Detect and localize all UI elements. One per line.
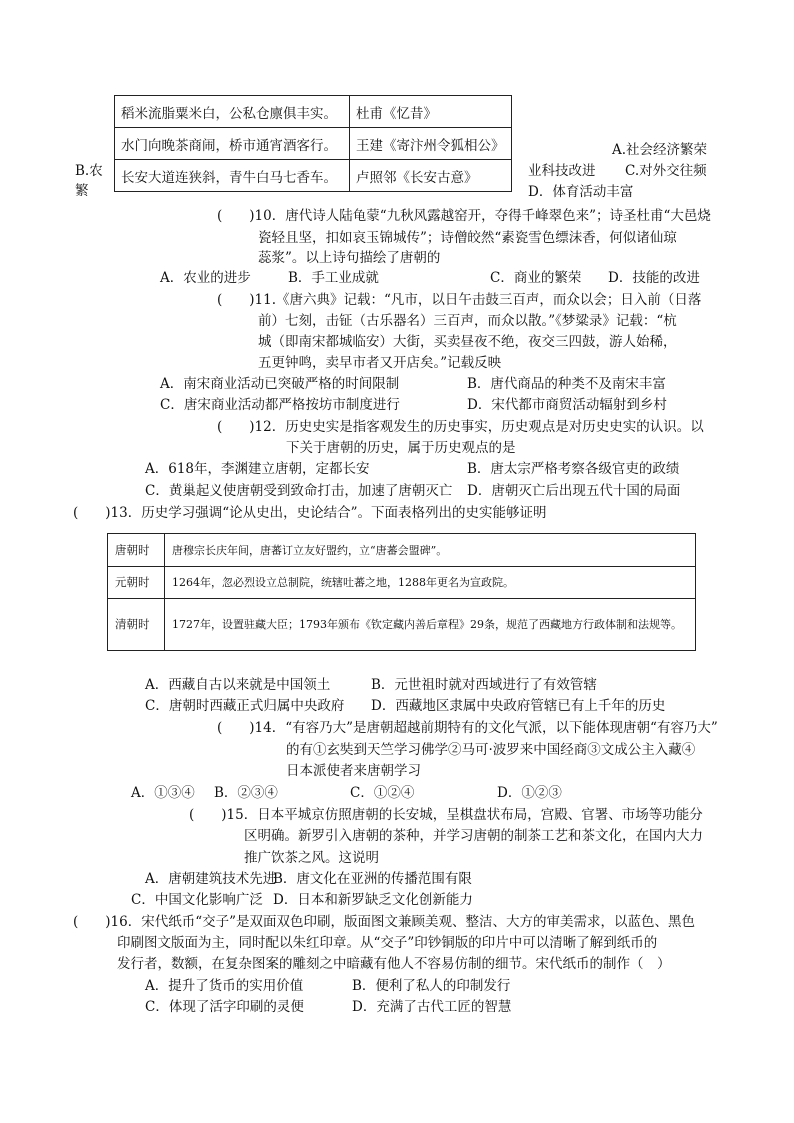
- era-cell: 唐朝时: [108, 534, 165, 567]
- q11-option-a: A．南宋商业活动已突破严格的时间限制: [160, 376, 400, 392]
- era-cell: 清朝时: [108, 599, 165, 651]
- poem-line: 稻米流脂粟米白，公私仓廪俱丰实。: [115, 96, 350, 128]
- q15-stem-line1: ( )15．日本平城京仿照唐朝的长安城，呈棋盘状布局，宫殿、官署、市场等功能分: [189, 807, 703, 823]
- q12-option-c: C．黄巢起义使唐朝受到致命打击，加速了唐朝灭亡: [145, 483, 453, 499]
- fact-cell: 1264年，忽必烈设立总制院，统辖吐蕃之地，1288年更名为宣政院。: [165, 567, 696, 599]
- poem-table: [114, 95, 512, 192]
- q9-option-b-part3: 业科技改进: [528, 163, 596, 179]
- table-row: [115, 96, 512, 128]
- q14-stem-line1: ( )14．“有容乃大”是唐朝超越前期特有的文化气派，以下能体现唐朝“有容乃大”: [217, 720, 718, 736]
- q10-option-b: B．手工业成就: [288, 270, 379, 286]
- q14-option-d: D．①②③: [497, 785, 562, 801]
- q16-option-c: C．体现了活字印刷的灵便: [145, 999, 304, 1015]
- q11-stem-line1: ( )11.《唐六典》记载：“凡市，以日午击鼓三百声，而众以会；日入前（日落: [217, 292, 702, 308]
- q14-stem-line3: 日本派使者来唐朝学习: [286, 763, 421, 779]
- q10-option-a: A．农业的进步: [160, 270, 251, 286]
- q11-stem-line3: 城（即南宋都城临安）大街，买卖昼夜不绝，夜交三四鼓，游人始稀，: [258, 334, 677, 350]
- poem-line: 水门向晚茶商闹，桥市通宵酒客行。: [115, 128, 350, 160]
- q11-option-b: B．唐代商品的种类不及南宋丰富: [467, 376, 666, 392]
- q9-option-c: C.对外交往频: [625, 163, 707, 179]
- q9-option-d: D．体育活动丰富: [528, 184, 634, 200]
- q14-option-b: B．②③④: [214, 785, 278, 801]
- q12-option-a: A．618年，李渊建立唐朝，定都长安: [145, 461, 370, 477]
- table-row: [108, 599, 696, 651]
- poem-source: 卢照邻《长安古意》: [350, 160, 512, 192]
- q15-option-d: D．日本和新罗缺乏文化创新能力: [273, 892, 473, 908]
- q13-option-c: C．唐朝时西藏正式归属中央政府: [145, 698, 345, 714]
- era-cell: 元朝时: [108, 567, 165, 599]
- q14-option-a: A．①③④: [131, 785, 195, 801]
- q16-stem-line1: ( )16．宋代纸币“交子”是双面双色印刷，版面图文兼顾美观、整洁、大方的审美需求，以蓝色、黑色: [73, 914, 696, 930]
- q12-option-b: B．唐太宗严格考察各级官吏的政绩: [467, 461, 680, 477]
- poem-line: 长安大道连狭斜，青牛白马七香车。: [115, 160, 350, 192]
- q15-option-a: A．唐朝建筑技术先进: [145, 871, 277, 887]
- poem-source: 杜甫《忆昔》: [350, 96, 512, 128]
- q9-option-a: A.社会经济繁荣: [612, 142, 708, 158]
- poem-source: 王建《寄汴州令狐相公》: [350, 128, 512, 160]
- table-row: [115, 128, 512, 160]
- q13-table: [107, 533, 696, 651]
- q13-option-d: D．西藏地区隶属中央政府管辖已有上千年的历史: [371, 698, 666, 714]
- fact-cell: 1727年，设置驻藏大臣；1793年颁布《钦定藏内善后章程》29条，规范了西藏地方行政体制和法规等。: [165, 599, 696, 651]
- q16-stem-line2: 印刷图文版面为主，同时配以朱红印章。从“交子”印钞铜版的印片中可以清晰了解到纸币的: [117, 935, 658, 951]
- q10-stem-line2: 瓷轻且坚，扣如哀玉锦城传”；诗僧皎然“素瓷雪色缥沫香，何似诸仙琼: [258, 230, 677, 246]
- q15-stem-line2: 区明确。新罗引入唐朝的茶种，并学习唐朝的制茶工艺和茶文化，在国内大力: [244, 828, 703, 844]
- q10-option-c: C．商业的繁荣: [490, 270, 582, 286]
- q16-option-a: A．提升了货币的实用价值: [145, 978, 304, 994]
- q15-stem-line3: 推广饮茶之风。这说明: [244, 850, 379, 866]
- q11-stem-line2: 前）七刻，击钲（古乐器名）三百声，而众以散。”《梦粱录》记载：“杭: [258, 313, 677, 329]
- q12-stem-line1: ( )12．历史史实是指客观发生的历史事实，历史观点是对历史史实的认识。以: [217, 419, 704, 435]
- q12-stem-line2: 下关于唐朝的历史，属于历史观点的是: [286, 440, 516, 456]
- q9-option-b-part2: 繁: [75, 183, 89, 199]
- q11-stem-line4: 五更钟鸣，卖早市者又开店矣。”记载反映: [258, 355, 502, 371]
- q15-option-c: C．中国文化影响广泛: [131, 892, 263, 908]
- q16-option-d: D．充满了古代工匠的智慧: [352, 999, 512, 1015]
- table-row: [115, 160, 512, 192]
- q15-option-b: B．唐文化在亚洲的传播范围有限: [273, 871, 472, 887]
- q9-option-b-part1: B.农: [75, 163, 103, 179]
- q13-stem: ( )13．历史学习强调“论从史出，史论结合”。下面表格列出的史实能够证明: [73, 505, 547, 521]
- q14-stem-line2: 的有①玄奘到天竺学习佛学②马可·波罗来中国经商③文成公主入藏④: [286, 742, 696, 758]
- q16-stem-line3: 发行者，数额，在复杂图案的雕刻之中暗藏有他人不容易仿制的细节。宋代纸币的制作（ ）: [117, 956, 671, 972]
- q12-option-d: D．唐朝灭亡后出现五代十国的局面: [467, 483, 681, 499]
- table-row: [108, 534, 696, 567]
- q10-option-d: D．技能的改进: [608, 270, 700, 286]
- q16-option-b: B．便利了私人的印制发行: [352, 978, 511, 994]
- q10-stem-line1: ( )10．唐代诗人陆龟蒙“九秋风露越窑开，夺得千峰翠色来”；诗圣杜甫“大邑烧: [217, 208, 711, 224]
- table-row: [108, 567, 696, 599]
- q11-option-d: D．宋代都市商贸活动辐射到乡村: [467, 397, 667, 413]
- q10-stem-line3: 蕊浆”。以上诗句描绘了唐朝的: [258, 250, 441, 266]
- fact-cell: 唐穆宗长庆年间，唐蕃订立友好盟约，立“唐蕃会盟碑”。: [165, 534, 696, 567]
- q13-option-b: B．元世祖时就对西域进行了有效管辖: [371, 677, 597, 693]
- q14-option-c: C．①②④: [350, 785, 415, 801]
- q11-option-c: C．唐宋商业活动都严格按坊市制度进行: [160, 397, 400, 413]
- q13-option-a: A．西藏自古以来就是中国领土: [145, 677, 331, 693]
